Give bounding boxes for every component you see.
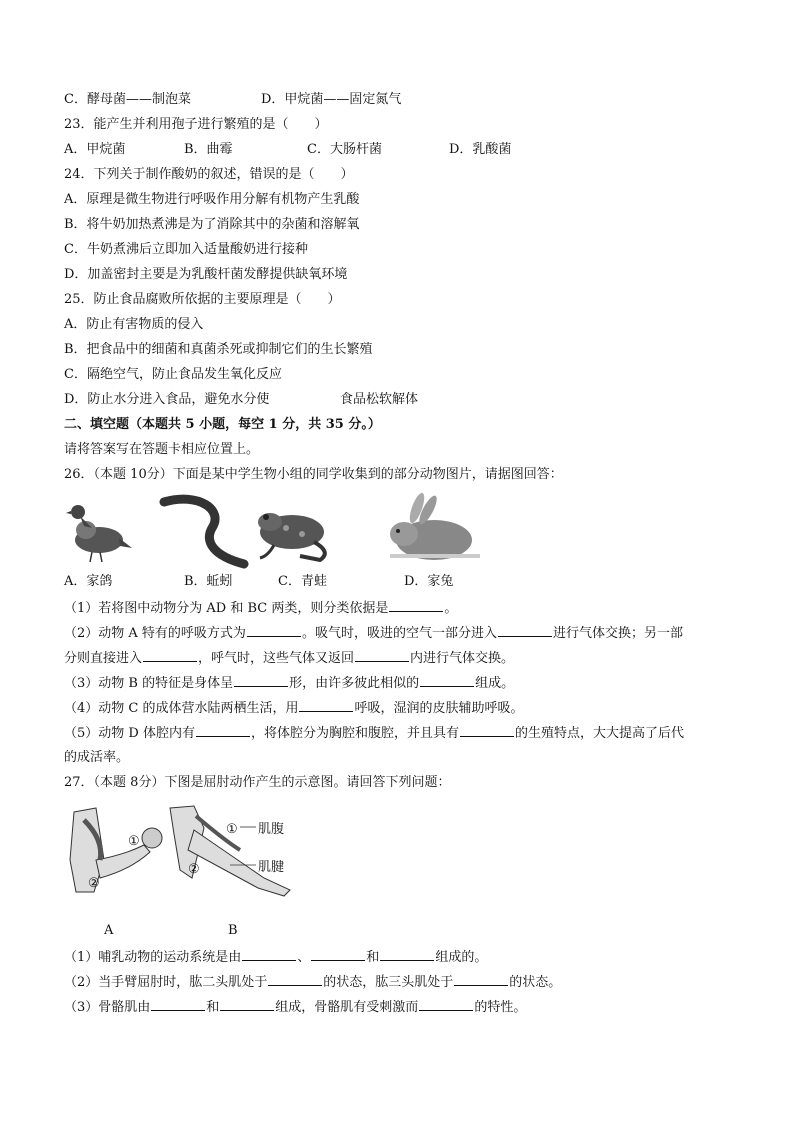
label-frog: C．青蛙 bbox=[278, 574, 327, 589]
q24-option-a: A．原理是微生物进行呼吸作用分解有机物产生乳酸 bbox=[64, 192, 360, 207]
q25-option-c: C．隔绝空气，防止食品发生氧化反应 bbox=[64, 367, 282, 382]
q24-option-c: C．牛奶煮沸后立即加入适量酸奶进行接种 bbox=[64, 242, 308, 257]
q25-option-d-part1: D．防止水分进入食品，避免水分使 bbox=[64, 392, 270, 407]
callout-lines bbox=[230, 815, 270, 875]
q23-stem: 23．能产生并利用孢子进行繁殖的是（ ） bbox=[64, 117, 328, 132]
figure-b-label: B bbox=[228, 923, 238, 938]
muscle-belly-label: 肌腹 bbox=[258, 822, 285, 837]
callout-2-a: ② bbox=[88, 876, 100, 891]
q25-stem: 25．防止食品腐败所依据的主要原理是（ ） bbox=[64, 292, 341, 307]
q23-option-a: A．甲烷菌 bbox=[64, 142, 126, 157]
section-2-note: 请将答案写在答题卡相应位置上。 bbox=[64, 442, 260, 457]
answer-blank bbox=[299, 699, 353, 712]
answer-blank bbox=[268, 973, 322, 986]
answer-blank bbox=[234, 674, 288, 687]
q23-option-d: D．乳酸菌 bbox=[449, 142, 512, 157]
q22-option-d: D．甲烷菌——固定氮气 bbox=[261, 92, 402, 107]
q23-option-b: B．曲霉 bbox=[184, 142, 233, 157]
q24-option-d: D．加盖密封主要是为乳酸杆菌发酵提供缺氧环境 bbox=[64, 267, 348, 282]
label-earthworm: B．蚯蚓 bbox=[184, 574, 233, 589]
label-pigeon: A．家鸽 bbox=[64, 574, 113, 589]
pigeon-image bbox=[66, 505, 132, 562]
answer-blank bbox=[220, 998, 274, 1011]
frog-image bbox=[258, 513, 325, 560]
callout-2-b: ② bbox=[188, 862, 200, 877]
q24-option-b: B．将牛奶加热煮沸是为了消除其中的杂菌和溶解氧 bbox=[64, 217, 360, 232]
answer-blank bbox=[460, 724, 514, 737]
q27-sub3: （3）骨骼肌由 和 组成，骨骼肌有受刺激而 的特性。 bbox=[64, 1000, 527, 1015]
q27-sub1: （1）哺乳动物的运动系统是由 、 和 组成的。 bbox=[64, 950, 488, 965]
figure-a-label: A bbox=[104, 923, 114, 938]
q23-option-c: C．大肠杆菌 bbox=[307, 142, 382, 157]
answer-blank bbox=[196, 724, 250, 737]
q26-sub2-cont: 分则直接进入 ，呼气时，这些气体又返回 内进行气体交换。 bbox=[64, 651, 515, 666]
q26-sub4: （4）动物 C 的成体营水陆两栖生活，用 呼吸，湿润的皮肤辅助呼吸。 bbox=[64, 701, 524, 716]
arm-diagram-a bbox=[70, 808, 162, 892]
q26-sub2: （2）动物 A 特有的呼吸方式为 。吸气时，吸进的空气一部分进入 进行气体交换；另一部 bbox=[64, 626, 683, 641]
answer-blank bbox=[355, 649, 409, 662]
q27-stem: 27．（本题 8分）下图是屈肘动作产生的示意图。请回答下列问题： bbox=[64, 775, 451, 790]
answer-blank bbox=[419, 998, 473, 1011]
q26-sub3: （3）动物 B 的特征是身体呈 形，由许多彼此相似的 组成。 bbox=[64, 676, 515, 691]
q25-option-d-part2: 食品松软解体 bbox=[340, 392, 419, 407]
earthworm-image bbox=[164, 499, 244, 564]
q27-elbow-figure bbox=[64, 800, 324, 920]
answer-blank bbox=[454, 973, 508, 986]
answer-blank bbox=[247, 624, 301, 637]
q26-sub5-cont: 的成活率。 bbox=[64, 750, 130, 765]
answer-blank bbox=[380, 948, 434, 961]
q27-sub2: （2）当手臂屈肘时，肱二头肌处于 的状态，肱三头肌处于 的状态。 bbox=[64, 975, 562, 990]
answer-blank bbox=[498, 624, 552, 637]
section-2-title: 二、填空题（本题共 5 小题，每空 1 分，共 35 分。） bbox=[64, 417, 381, 432]
tendon-label: 肌腱 bbox=[258, 860, 285, 875]
answer-blank bbox=[420, 674, 474, 687]
answer-blank bbox=[242, 948, 296, 961]
rabbit-image bbox=[390, 491, 480, 560]
answer-blank bbox=[389, 599, 443, 612]
q26-stem: 26．（本题 10分）下面是某中学生物小组的同学收集到的部分动物图片，请据图回答： bbox=[64, 467, 563, 482]
answer-blank bbox=[151, 998, 205, 1011]
callout-1-b: ① bbox=[226, 822, 238, 837]
q26-sub5: （5）动物 D 体腔内有 ，将体腔分为胸腔和腹腔，并且具有 的生殖特点，大大提高了后代 bbox=[64, 726, 684, 741]
q22-option-c: C．酵母菌——制泡菜 bbox=[64, 92, 191, 107]
label-rabbit: D．家兔 bbox=[404, 574, 454, 589]
answer-blank bbox=[143, 649, 197, 662]
answer-blank bbox=[311, 948, 365, 961]
q26-animal-figure bbox=[64, 490, 484, 570]
q25-option-b: B．把食品中的细菌和真菌杀死或抑制它们的生长繁殖 bbox=[64, 342, 373, 357]
callout-1-a: ① bbox=[128, 834, 140, 849]
q25-option-a: A．防止有害物质的侵入 bbox=[64, 317, 204, 332]
q26-sub1: （1）若将图中动物分为 AD 和 BC 两类，则分类依据是 。 bbox=[64, 601, 458, 616]
q24-stem: 24．下列关于制作酸奶的叙述，错误的是（ ） bbox=[64, 167, 354, 182]
